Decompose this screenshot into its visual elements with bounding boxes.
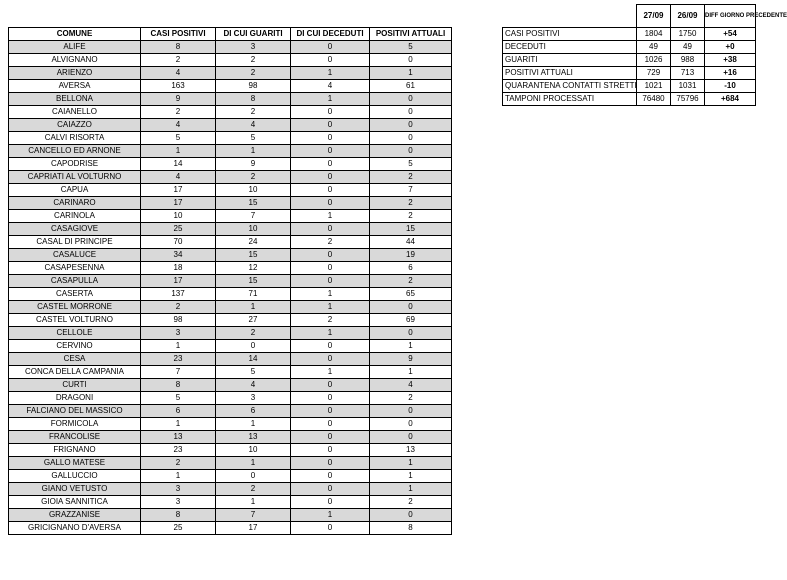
deceduti-cell: 1: [291, 509, 370, 522]
guariti-cell: 2: [216, 483, 291, 496]
table-row: [9, 366, 452, 379]
positivi-attuali-cell: 9: [370, 353, 452, 366]
summary-label: QUARANTENA CONTATTI STRETTI: [503, 80, 637, 93]
positivi-attuali-cell: 1: [370, 483, 452, 496]
deceduti-cell: 0: [291, 249, 370, 262]
comune-name: CARINOLA: [9, 210, 141, 223]
table-row: [9, 171, 452, 184]
positivi-attuali-cell: 5: [370, 158, 452, 171]
casi-positivi-cell: 25: [141, 223, 216, 236]
deceduti-cell: 0: [291, 392, 370, 405]
deceduti-cell: 0: [291, 119, 370, 132]
guariti-cell: 7: [216, 210, 291, 223]
deceduti-cell: 0: [291, 496, 370, 509]
casi-positivi-cell: 8: [141, 379, 216, 392]
deceduti-cell: 0: [291, 145, 370, 158]
positivi-attuali-cell: 1: [370, 366, 452, 379]
comune-name: AVERSA: [9, 80, 141, 93]
table-row: [9, 509, 452, 522]
deceduti-cell: 0: [291, 444, 370, 457]
guariti-cell: 0: [216, 470, 291, 483]
positivi-attuali-cell: 1: [370, 470, 452, 483]
guariti-cell: 15: [216, 197, 291, 210]
casi-positivi-cell: 6: [141, 405, 216, 418]
positivi-attuali-cell: 65: [370, 288, 452, 301]
deceduti-cell: 1: [291, 210, 370, 223]
table-row: [9, 158, 452, 171]
summary-value-26-09: 1031: [671, 80, 705, 93]
comune-name: CASAGIOVE: [9, 223, 141, 236]
guariti-cell: 5: [216, 366, 291, 379]
summary-row: [503, 80, 756, 93]
guariti-cell: 2: [216, 67, 291, 80]
summary-row: [503, 93, 756, 106]
comune-name: CURTI: [9, 379, 141, 392]
comune-name: FRANCOLISE: [9, 431, 141, 444]
guariti-cell: 1: [216, 301, 291, 314]
deceduti-cell: 1: [291, 67, 370, 80]
header-casi-positivi: CASI POSITIVI: [141, 28, 216, 41]
table-row: [9, 483, 452, 496]
comune-name: CELLOLE: [9, 327, 141, 340]
table-row: [9, 210, 452, 223]
guariti-cell: 7: [216, 509, 291, 522]
positivi-attuali-cell: 2: [370, 197, 452, 210]
table-row: [9, 392, 452, 405]
guariti-cell: 1: [216, 145, 291, 158]
table-row: [9, 340, 452, 353]
guariti-cell: 15: [216, 249, 291, 262]
casi-positivi-cell: 8: [141, 509, 216, 522]
comune-name: GRAZZANISE: [9, 509, 141, 522]
summary-value-27-09: 1021: [637, 80, 671, 93]
comune-name: BELLONA: [9, 93, 141, 106]
summary-label: GUARITI: [503, 54, 637, 67]
casi-positivi-cell: 163: [141, 80, 216, 93]
deceduti-cell: 0: [291, 431, 370, 444]
casi-positivi-cell: 25: [141, 522, 216, 535]
summary-value-26-09: 49: [671, 41, 705, 54]
casi-positivi-cell: 98: [141, 314, 216, 327]
deceduti-cell: 0: [291, 41, 370, 54]
summary-diff: +38: [705, 54, 756, 67]
casi-positivi-cell: 2: [141, 301, 216, 314]
casi-positivi-cell: 13: [141, 431, 216, 444]
table-row: [9, 223, 452, 236]
positivi-attuali-cell: 2: [370, 392, 452, 405]
summary-row: [503, 67, 756, 80]
casi-positivi-cell: 137: [141, 288, 216, 301]
comune-name: CASERTA: [9, 288, 141, 301]
guariti-cell: 4: [216, 119, 291, 132]
casi-positivi-cell: 17: [141, 197, 216, 210]
casi-positivi-cell: 17: [141, 184, 216, 197]
deceduti-cell: 0: [291, 483, 370, 496]
comune-name: GALLO MATESE: [9, 457, 141, 470]
positivi-attuali-cell: 2: [370, 210, 452, 223]
comune-name: GALLUCCIO: [9, 470, 141, 483]
casi-positivi-cell: 1: [141, 340, 216, 353]
table-row: [9, 132, 452, 145]
summary-table: [502, 4, 787, 106]
guariti-cell: 13: [216, 431, 291, 444]
comuni-table-body: [9, 28, 452, 535]
comune-name: GIANO VETUSTO: [9, 483, 141, 496]
comune-name: ALVIGNANO: [9, 54, 141, 67]
summary-value-27-09: 49: [637, 41, 671, 54]
comune-name: CASAL DI PRINCIPE: [9, 236, 141, 249]
comune-name: CERVINO: [9, 340, 141, 353]
header-comune: COMUNE: [9, 28, 141, 41]
deceduti-cell: 0: [291, 132, 370, 145]
summary-header-date-1: 27/09: [637, 5, 671, 28]
casi-positivi-cell: 4: [141, 171, 216, 184]
table-row: [9, 54, 452, 67]
guariti-cell: 24: [216, 236, 291, 249]
table-row: [9, 288, 452, 301]
comune-name: CAPODRISE: [9, 158, 141, 171]
table-row: [9, 119, 452, 132]
guariti-cell: 0: [216, 340, 291, 353]
table-row: [9, 314, 452, 327]
guariti-cell: 1: [216, 496, 291, 509]
deceduti-cell: 0: [291, 54, 370, 67]
summary-label: CASI POSITIVI: [503, 28, 637, 41]
summary-value-27-09: 729: [637, 67, 671, 80]
table-row: [9, 522, 452, 535]
summary-header-row: [503, 5, 756, 28]
casi-positivi-cell: 2: [141, 457, 216, 470]
casi-positivi-cell: 5: [141, 392, 216, 405]
comune-name: FRIGNANO: [9, 444, 141, 457]
guariti-cell: 10: [216, 444, 291, 457]
guariti-cell: 8: [216, 93, 291, 106]
positivi-attuali-cell: 0: [370, 132, 452, 145]
casi-positivi-cell: 7: [141, 366, 216, 379]
deceduti-cell: 0: [291, 457, 370, 470]
positivi-attuali-cell: 0: [370, 145, 452, 158]
positivi-attuali-cell: 2: [370, 275, 452, 288]
positivi-attuali-cell: 0: [370, 327, 452, 340]
positivi-attuali-cell: 0: [370, 119, 452, 132]
header-di-cui-deceduti: DI CUI DECEDUTI: [291, 28, 370, 41]
casi-positivi-cell: 23: [141, 353, 216, 366]
deceduti-cell: 1: [291, 93, 370, 106]
positivi-attuali-cell: 2: [370, 171, 452, 184]
guariti-cell: 2: [216, 171, 291, 184]
positivi-attuali-cell: 0: [370, 93, 452, 106]
positivi-attuali-cell: 1: [370, 457, 452, 470]
deceduti-cell: 4: [291, 80, 370, 93]
deceduti-cell: 0: [291, 262, 370, 275]
guariti-cell: 9: [216, 158, 291, 171]
deceduti-cell: 0: [291, 197, 370, 210]
positivi-attuali-cell: 15: [370, 223, 452, 236]
positivi-attuali-cell: 2: [370, 496, 452, 509]
deceduti-cell: 1: [291, 327, 370, 340]
guariti-cell: 17: [216, 522, 291, 535]
positivi-attuali-cell: 1: [370, 340, 452, 353]
deceduti-cell: 1: [291, 288, 370, 301]
comune-name: CANCELLO ED ARNONE: [9, 145, 141, 158]
summary-value-27-09: 76480: [637, 93, 671, 106]
table-row: [9, 327, 452, 340]
summary-diff: +684: [705, 93, 756, 106]
summary-label: DECEDUTI: [503, 41, 637, 54]
comune-name: FORMICOLA: [9, 418, 141, 431]
table-row: [9, 379, 452, 392]
positivi-attuali-cell: 0: [370, 509, 452, 522]
casi-positivi-cell: 9: [141, 93, 216, 106]
comune-name: DRAGONI: [9, 392, 141, 405]
summary-row: [503, 41, 756, 54]
deceduti-cell: 0: [291, 171, 370, 184]
casi-positivi-cell: 17: [141, 275, 216, 288]
deceduti-cell: 0: [291, 353, 370, 366]
summary-header-date-2: 26/09: [671, 5, 705, 28]
deceduti-cell: 0: [291, 522, 370, 535]
guariti-cell: 2: [216, 106, 291, 119]
summary-value-27-09: 1804: [637, 28, 671, 41]
guariti-cell: 2: [216, 327, 291, 340]
summary-value-26-09: 988: [671, 54, 705, 67]
deceduti-cell: 0: [291, 379, 370, 392]
positivi-attuali-cell: 0: [370, 301, 452, 314]
table-row: [9, 457, 452, 470]
casi-positivi-cell: 1: [141, 418, 216, 431]
guariti-cell: 12: [216, 262, 291, 275]
casi-positivi-cell: 8: [141, 41, 216, 54]
table-row: [9, 418, 452, 431]
summary-header-blank: [503, 5, 637, 28]
summary-value-26-09: 75796: [671, 93, 705, 106]
summary-diff: +16: [705, 67, 756, 80]
positivi-attuali-cell: 69: [370, 314, 452, 327]
casi-positivi-cell: 70: [141, 236, 216, 249]
casi-positivi-cell: 34: [141, 249, 216, 262]
positivi-attuali-cell: 1: [370, 67, 452, 80]
casi-positivi-cell: 2: [141, 54, 216, 67]
comune-name: CASTEL VOLTURNO: [9, 314, 141, 327]
comune-name: ARIENZO: [9, 67, 141, 80]
table-row: [9, 80, 452, 93]
guariti-cell: 2: [216, 54, 291, 67]
casi-positivi-cell: 23: [141, 444, 216, 457]
guariti-cell: 10: [216, 184, 291, 197]
positivi-attuali-cell: 0: [370, 405, 452, 418]
deceduti-cell: 0: [291, 223, 370, 236]
summary-label: TAMPONI PROCESSATI: [503, 93, 637, 106]
casi-positivi-cell: 14: [141, 158, 216, 171]
comune-name: CAIAZZO: [9, 119, 141, 132]
casi-positivi-cell: 3: [141, 496, 216, 509]
deceduti-cell: 1: [291, 301, 370, 314]
table-row: [9, 249, 452, 262]
summary-value-27-09: 1026: [637, 54, 671, 67]
guariti-cell: 14: [216, 353, 291, 366]
table-row: [9, 197, 452, 210]
comune-name: GRICIGNANO D'AVERSA: [9, 522, 141, 535]
table-row: [9, 444, 452, 457]
casi-positivi-cell: 18: [141, 262, 216, 275]
comune-name: ALIFE: [9, 41, 141, 54]
comune-name: CAPUA: [9, 184, 141, 197]
summary-diff: +0: [705, 41, 756, 54]
positivi-attuali-cell: 7: [370, 184, 452, 197]
summary-diff: -10: [705, 80, 756, 93]
casi-positivi-cell: 1: [141, 145, 216, 158]
deceduti-cell: 0: [291, 470, 370, 483]
guariti-cell: 1: [216, 418, 291, 431]
positivi-attuali-cell: 0: [370, 418, 452, 431]
summary-value-26-09: 1750: [671, 28, 705, 41]
casi-positivi-cell: 4: [141, 67, 216, 80]
deceduti-cell: 0: [291, 275, 370, 288]
positivi-attuali-cell: 13: [370, 444, 452, 457]
summary-label: POSITIVI ATTUALI: [503, 67, 637, 80]
deceduti-cell: 2: [291, 314, 370, 327]
casi-positivi-cell: 5: [141, 132, 216, 145]
table-row: [9, 262, 452, 275]
table-row: [9, 301, 452, 314]
header-positivi-attuali: POSITIVI ATTUALI: [370, 28, 452, 41]
guariti-cell: 6: [216, 405, 291, 418]
guariti-cell: 71: [216, 288, 291, 301]
deceduti-cell: 0: [291, 158, 370, 171]
positivi-attuali-cell: 0: [370, 106, 452, 119]
casi-positivi-cell: 2: [141, 106, 216, 119]
table-row: [9, 184, 452, 197]
comune-name: CESA: [9, 353, 141, 366]
positivi-attuali-cell: 44: [370, 236, 452, 249]
guariti-cell: 3: [216, 392, 291, 405]
positivi-attuali-cell: 61: [370, 80, 452, 93]
comuni-header-row: [9, 28, 452, 41]
comune-name: CALVI RISORTA: [9, 132, 141, 145]
guariti-cell: 4: [216, 379, 291, 392]
comune-name: CASAPESENNA: [9, 262, 141, 275]
comune-name: FALCIANO DEL MASSICO: [9, 405, 141, 418]
deceduti-cell: 0: [291, 184, 370, 197]
table-row: [9, 93, 452, 106]
table-row: [9, 431, 452, 444]
comune-name: CONCA DELLA CAMPANIA: [9, 366, 141, 379]
comune-name: CAIANELLO: [9, 106, 141, 119]
table-row: [9, 236, 452, 249]
casi-positivi-cell: 10: [141, 210, 216, 223]
table-row: [9, 41, 452, 54]
comuni-table: [8, 27, 452, 535]
comune-name: GIOIA SANNITICA: [9, 496, 141, 509]
comune-name: CARINARO: [9, 197, 141, 210]
positivi-attuali-cell: 6: [370, 262, 452, 275]
summary-header-diff: DIFF GIORNO PRECEDENTE: [705, 5, 756, 28]
deceduti-cell: 0: [291, 106, 370, 119]
positivi-attuali-cell: 19: [370, 249, 452, 262]
positivi-attuali-cell: 0: [370, 431, 452, 444]
deceduti-cell: 2: [291, 236, 370, 249]
guariti-cell: 15: [216, 275, 291, 288]
summary-row: [503, 28, 756, 41]
comune-name: CAPRIATI AL VOLTURNO: [9, 171, 141, 184]
deceduti-cell: 0: [291, 405, 370, 418]
guariti-cell: 27: [216, 314, 291, 327]
table-row: [9, 106, 452, 119]
positivi-attuali-cell: 4: [370, 379, 452, 392]
comune-name: CASAPULLA: [9, 275, 141, 288]
guariti-cell: 3: [216, 41, 291, 54]
casi-positivi-cell: 3: [141, 327, 216, 340]
casi-positivi-cell: 1: [141, 470, 216, 483]
casi-positivi-cell: 4: [141, 119, 216, 132]
deceduti-cell: 1: [291, 366, 370, 379]
summary-table-body: [503, 5, 787, 106]
table-row: [9, 353, 452, 366]
positivi-attuali-cell: 8: [370, 522, 452, 535]
positivi-attuali-cell: 5: [370, 41, 452, 54]
summary-diff: +54: [705, 28, 756, 41]
comune-name: CASTEL MORRONE: [9, 301, 141, 314]
summary-value-26-09: 713: [671, 67, 705, 80]
table-row: [9, 496, 452, 509]
deceduti-cell: 0: [291, 418, 370, 431]
table-row: [9, 67, 452, 80]
deceduti-cell: 0: [291, 340, 370, 353]
casi-positivi-cell: 3: [141, 483, 216, 496]
table-row: [9, 275, 452, 288]
table-row: [9, 145, 452, 158]
summary-row: [503, 54, 756, 67]
table-row: [9, 405, 452, 418]
table-row: [9, 470, 452, 483]
comune-name: CASALUCE: [9, 249, 141, 262]
guariti-cell: 98: [216, 80, 291, 93]
guariti-cell: 10: [216, 223, 291, 236]
guariti-cell: 5: [216, 132, 291, 145]
positivi-attuali-cell: 0: [370, 54, 452, 67]
header-di-cui-guariti: DI CUI GUARITI: [216, 28, 291, 41]
guariti-cell: 1: [216, 457, 291, 470]
